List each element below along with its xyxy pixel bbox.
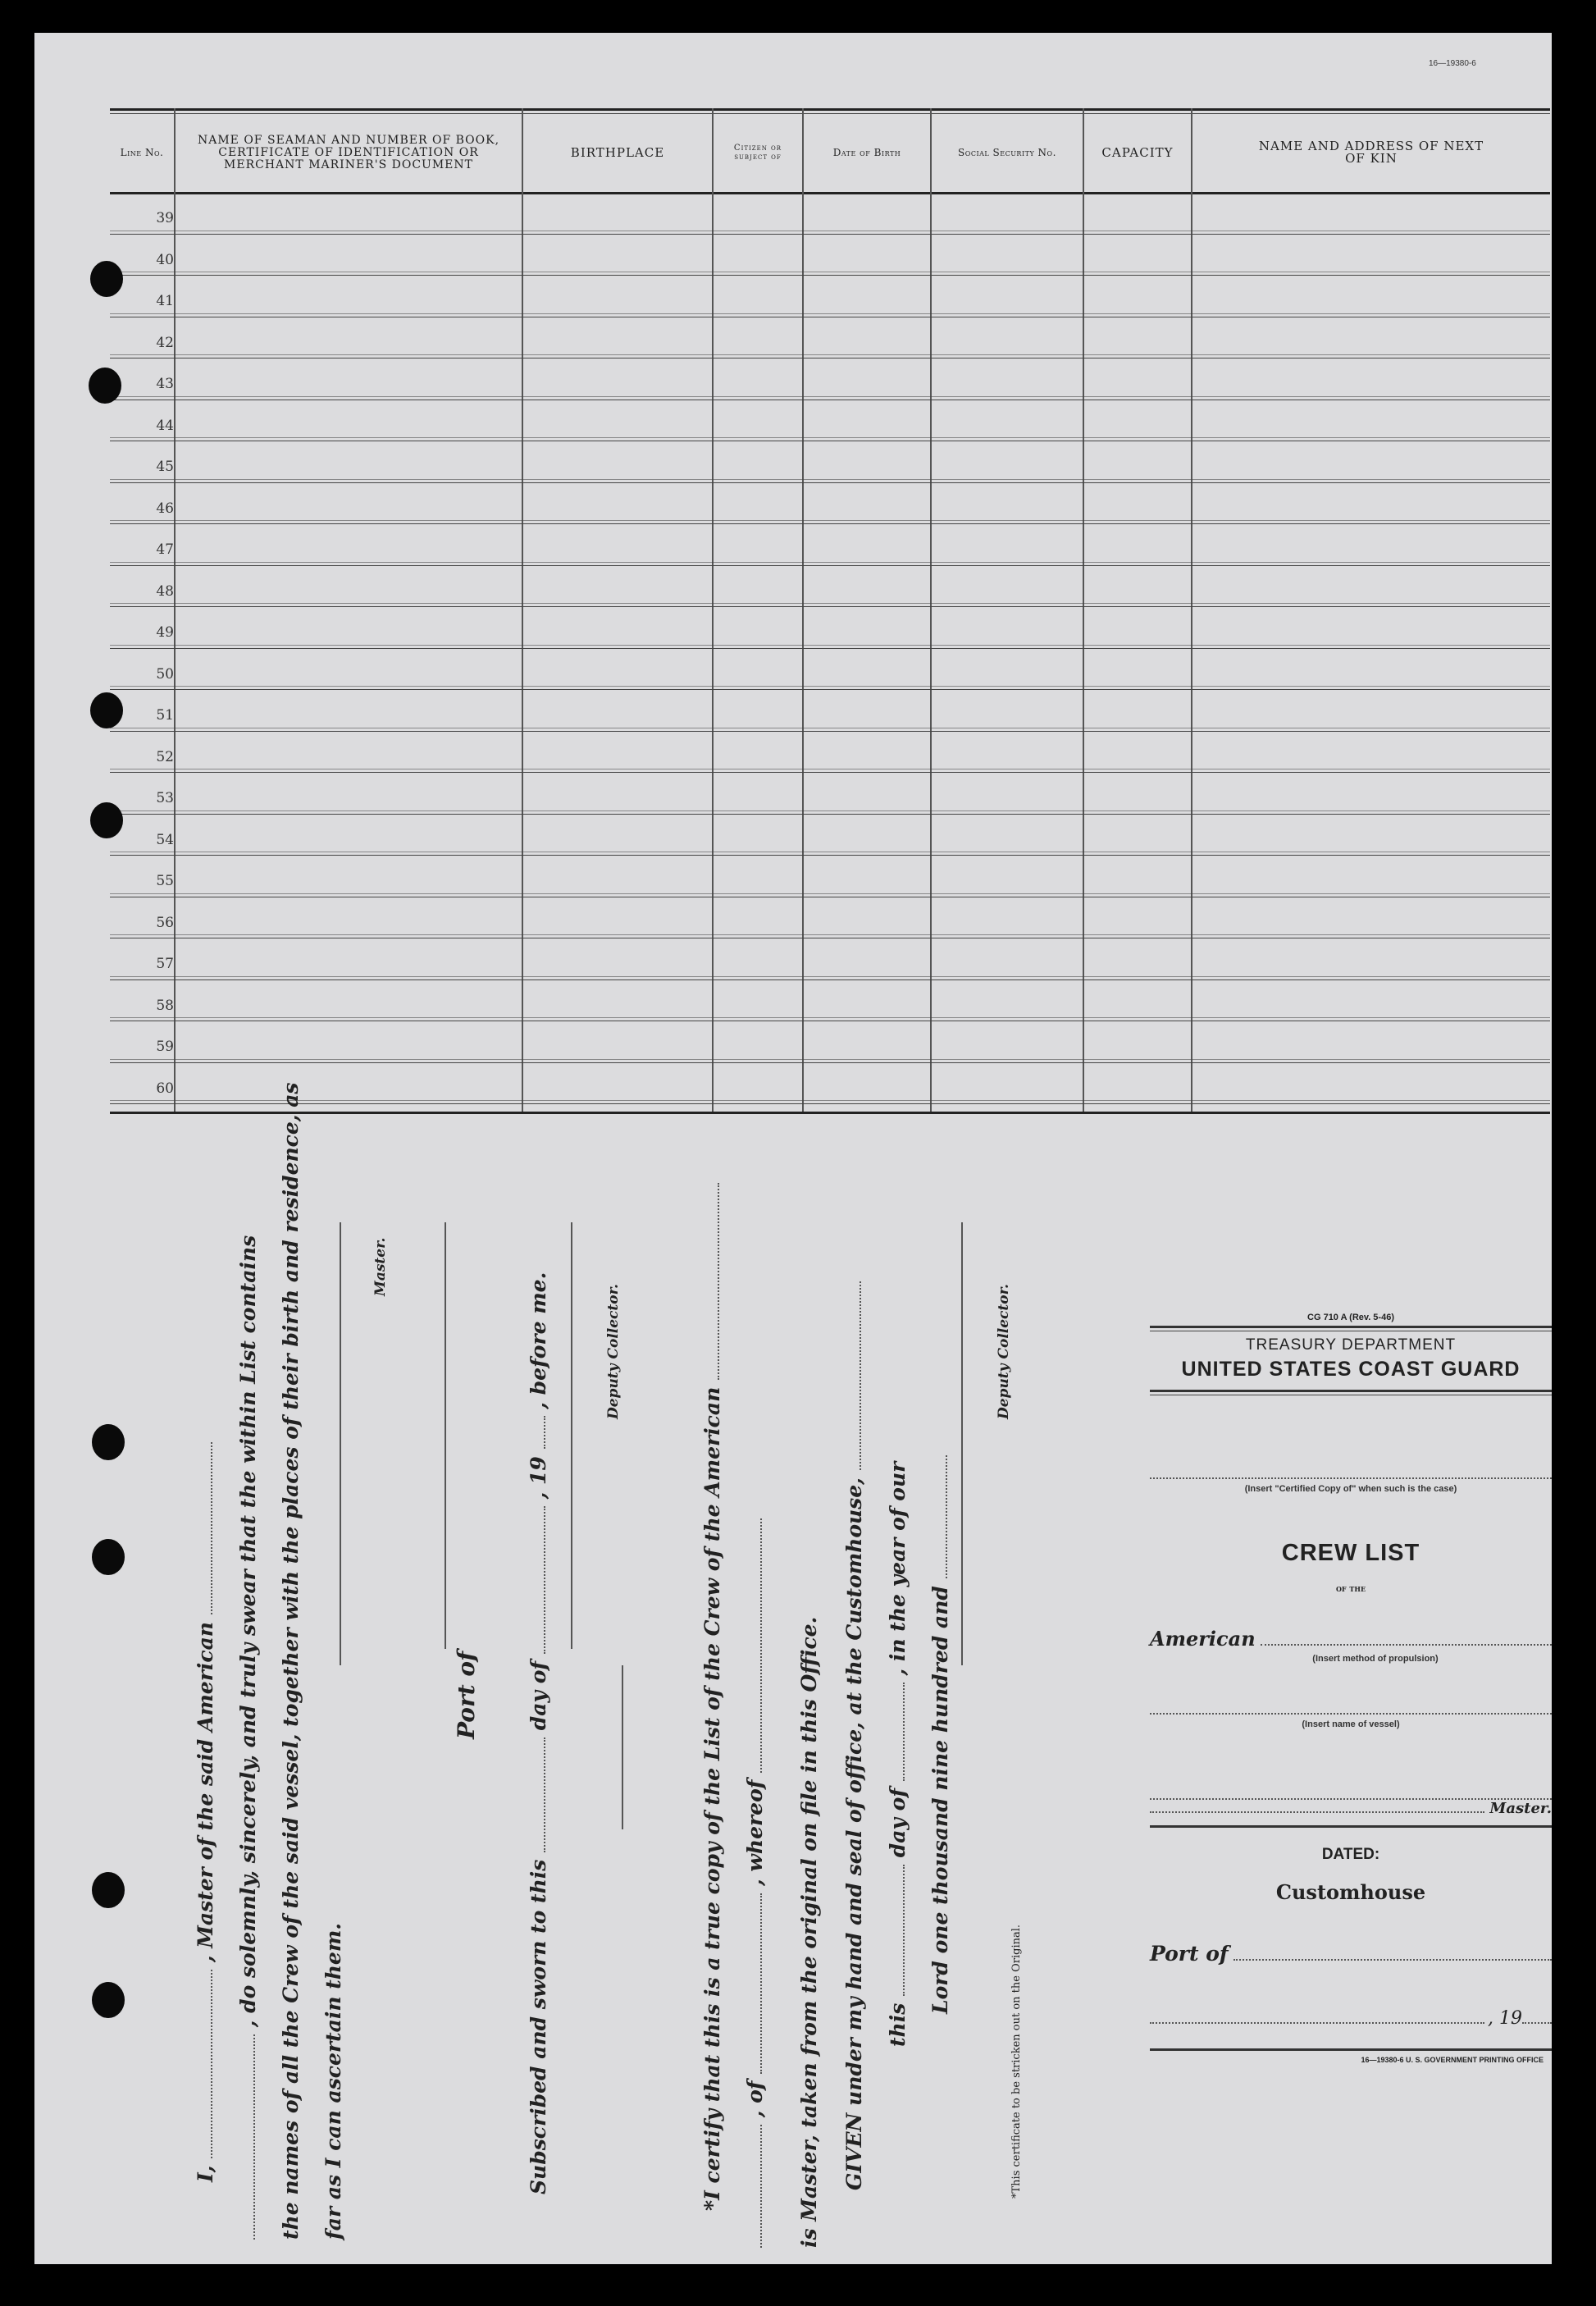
col-divider [930, 108, 932, 1114]
table-row-number: 43 [156, 376, 174, 392]
vessel-name-blank[interactable] [239, 2034, 255, 2240]
row-rule-thin [110, 976, 1550, 977]
given-year-blank[interactable] [931, 1455, 947, 1578]
table-row-number: 58 [156, 997, 174, 1014]
sworn-year-blank[interactable] [529, 1417, 545, 1450]
year-field[interactable] [1522, 2022, 1552, 2024]
vessel-type-blank[interactable] [196, 1442, 212, 1614]
oath-text: , Master of the said American [194, 1622, 217, 1963]
punch-hole [90, 802, 123, 838]
american-label: American [1150, 1627, 1256, 1651]
oath-line-3: the names of all the Crew of the said vessel, together with the places of their birth and residence, as [279, 1082, 303, 2240]
of-the-label: of the [1335, 1583, 1366, 1594]
table-row-number: 56 [156, 914, 174, 931]
row-rule-thin [110, 437, 1550, 438]
sworn-day-blank[interactable] [529, 1737, 545, 1852]
oath-text: , do solemnly, sincerely, and truly swear that the within List contains [236, 1235, 260, 2028]
row-rule [110, 689, 1550, 690]
col-divider [174, 108, 176, 1114]
certificate-footnote: *This certificate to be stricken out on the Original. [1010, 1924, 1023, 2199]
header-bottom-rule [110, 192, 1550, 194]
port-blank-line[interactable] [445, 1222, 446, 1649]
row-rule-thin [110, 686, 1550, 687]
table-top-rule [110, 108, 1550, 111]
table-row-number: 40 [156, 251, 174, 268]
punch-hole [92, 1539, 125, 1575]
row-rule [110, 855, 1550, 856]
printing-office-credit: 16—19380-6 U. S. GOVERNMENT PRINTING OFFICE [1361, 2056, 1544, 2064]
certify-name-blank[interactable] [746, 2125, 762, 2248]
form-number-top: 16—19380-6 [1429, 59, 1476, 68]
certify-master-blank[interactable] [746, 1518, 762, 1773]
punch-hole [89, 368, 121, 404]
deputy-collector-label-1: Deputy Collector. [605, 1284, 622, 1419]
row-rule-thin [110, 1017, 1550, 1018]
propulsion-blank[interactable] [1261, 1644, 1552, 1646]
master-name-field-2[interactable] [1150, 1811, 1484, 1813]
table-row-number: 39 [156, 210, 174, 226]
date-field[interactable] [1150, 2022, 1484, 2024]
col-divider [712, 108, 714, 1114]
cover-rule [1150, 1825, 1552, 1828]
deputy-signature-line-1[interactable] [571, 1222, 572, 1649]
header-ssn: Social Security No. [958, 146, 1056, 158]
cover-rule [1150, 1326, 1552, 1328]
col-divider [1191, 108, 1192, 1114]
oath-line-4: far as I can ascertain them. [321, 1923, 345, 2240]
oath-text: day of [886, 1788, 910, 1858]
year-19-label: , 19 [1488, 2008, 1522, 2029]
given-line-2 [886, 1462, 910, 2047]
row-rule [110, 814, 1550, 815]
table-row-number: 41 [156, 293, 174, 309]
col-divider [802, 108, 804, 1114]
form-code: CG 710 A (Rev. 5-46) [1307, 1313, 1394, 1322]
port-of-label: Port of [1150, 1942, 1229, 1966]
table-row-number: 59 [156, 1039, 174, 1055]
sworn-month-blank[interactable] [529, 1506, 545, 1654]
certify-line-3: is Master, taken from the original on file in this Office. [797, 1616, 821, 2248]
row-rule-thin [110, 893, 1550, 894]
table-row-number: 49 [156, 624, 174, 641]
table-row-number: 46 [156, 500, 174, 517]
oath-line-2 [236, 1235, 260, 2240]
given-line [842, 1281, 866, 2190]
row-rule [110, 1062, 1550, 1063]
header-name: NAME OF SEAMAN AND NUMBER OF BOOK, CERTIFICATE OF IDENTIFICATION OR MERCHANT MARINER'S DOCUMENT [197, 133, 500, 171]
col-divider [1083, 108, 1084, 1114]
row-rule-thin [110, 562, 1550, 563]
table-row-number: 42 [156, 334, 174, 351]
punch-hole [92, 1424, 125, 1460]
header-capacity: CAPACITY [1101, 144, 1174, 160]
oath-text: , in the year of our [886, 1461, 910, 1676]
agency: UNITED STATES COAST GUARD [1181, 1358, 1521, 1381]
header-line-no: Line No. [120, 146, 164, 158]
oath-line-1 [194, 1442, 217, 2182]
document-title: CREW LIST [1281, 1540, 1420, 1566]
given-day-blank[interactable] [888, 1865, 905, 1996]
punch-hole [90, 261, 123, 297]
customhouse-label: Customhouse [1275, 1880, 1426, 1904]
row-rule [110, 772, 1550, 773]
certify-port-blank[interactable] [746, 1893, 762, 2074]
table-row-number: 53 [156, 790, 174, 806]
form-sheet [34, 33, 1552, 2264]
oath-text: GIVEN under my hand and seal of office, at the Customhouse, [842, 1477, 866, 2190]
header-next-of-kin: NAME AND ADDRESS OF NEXT OF KIN [1258, 139, 1484, 166]
certify-vessel-blank[interactable] [703, 1183, 719, 1380]
header-dob: Date of Birth [832, 146, 901, 158]
table-row-number: 57 [156, 956, 174, 972]
header-birthplace: BIRTHPLACE [570, 144, 665, 160]
table-row-number: 45 [156, 459, 174, 475]
crew-table [110, 108, 1550, 1116]
master-signature-line[interactable] [340, 1222, 341, 1665]
customhouse-blank[interactable] [845, 1281, 861, 1470]
insert-vessel-hint: (Insert name of vessel) [1302, 1719, 1400, 1729]
dated-label: DATED: [1321, 1846, 1380, 1863]
given-line-3 [928, 1455, 952, 2014]
deputy-signature-line-2[interactable] [961, 1222, 963, 1665]
oath-text: , of [743, 2080, 767, 2118]
oath-port-of: Port of [453, 1651, 480, 1739]
oath-text: Subscribed and sworn to this [527, 1859, 550, 2194]
punch-hole [92, 1982, 125, 2018]
given-month-blank[interactable] [888, 1683, 905, 1781]
table-row-number: 44 [156, 417, 174, 434]
oath-text: Lord one thousand nine hundred and [928, 1586, 952, 2014]
row-rule [110, 731, 1550, 732]
row-rule [110, 275, 1550, 276]
oath-text: , before me. [527, 1272, 550, 1409]
oath-text: , 19 [527, 1456, 550, 1500]
master-label: Master. [372, 1237, 389, 1296]
row-rule-thin [110, 396, 1550, 397]
insert-certified-hint: (Insert "Certified Copy of" when such is the case) [1244, 1484, 1457, 1494]
row-rule-thin [110, 1100, 1550, 1101]
header-citizen: Citizen or subject of [733, 144, 782, 162]
table-row-number: 60 [156, 1080, 174, 1097]
punch-hole [90, 692, 123, 728]
vessel-name-field[interactable] [1150, 1713, 1552, 1715]
table-row-number: 50 [156, 665, 174, 683]
row-rule-thin [110, 354, 1550, 355]
row-rule-thin [110, 479, 1550, 480]
table-row-number: 51 [156, 707, 174, 724]
row-rule [110, 523, 1550, 524]
cover-rule [1150, 1390, 1552, 1392]
table-row-number: 48 [156, 582, 174, 600]
row-rule-thin [110, 313, 1550, 314]
row-rule [110, 1103, 1550, 1104]
subscribed-line [527, 1272, 550, 2194]
table-bottom-rule [110, 1112, 1550, 1114]
department: TREASURY DEPARTMENT [1245, 1336, 1457, 1354]
cover-rule [1150, 2048, 1552, 2051]
master-name-blank[interactable] [196, 1970, 212, 2158]
row-rule-thin [110, 1059, 1550, 1060]
oath-text: I, [194, 2165, 217, 2182]
col-divider [522, 108, 523, 1114]
row-rule-thin [110, 934, 1550, 935]
oath-text: , whereof [743, 1779, 767, 1886]
oath-text: *I certify that this is a true copy of the List of the Crew of the American [700, 1386, 724, 2211]
table-row-number: 54 [156, 831, 174, 848]
certify-line-2 [743, 1518, 767, 2248]
row-rule [110, 648, 1550, 649]
oath-text: this [886, 2002, 910, 2047]
row-rule [110, 606, 1550, 607]
table-row-number: 55 [156, 873, 174, 889]
insert-propulsion-hint: (Insert method of propulsion) [1312, 1654, 1439, 1664]
certify-line [700, 1183, 724, 2211]
row-rule [110, 979, 1550, 980]
row-rule [110, 565, 1550, 566]
row-rule-thin [110, 520, 1550, 521]
row-rule [110, 234, 1550, 235]
table-row-number: 47 [156, 541, 174, 558]
divider-rule [622, 1665, 623, 1829]
punch-hole [92, 1872, 125, 1908]
oath-text: day of [527, 1660, 550, 1731]
certified-copy-blank[interactable] [1150, 1477, 1552, 1479]
table-row-number: 52 [156, 748, 174, 765]
row-rule-thin [110, 645, 1550, 646]
row-rule [110, 482, 1550, 483]
row-rule-thin [110, 603, 1550, 604]
cover-panel [1150, 1313, 1552, 2064]
deputy-collector-label-2: Deputy Collector. [996, 1284, 1012, 1419]
master-label-cover: Master. [1489, 1800, 1552, 1817]
port-field[interactable] [1233, 1959, 1552, 1961]
